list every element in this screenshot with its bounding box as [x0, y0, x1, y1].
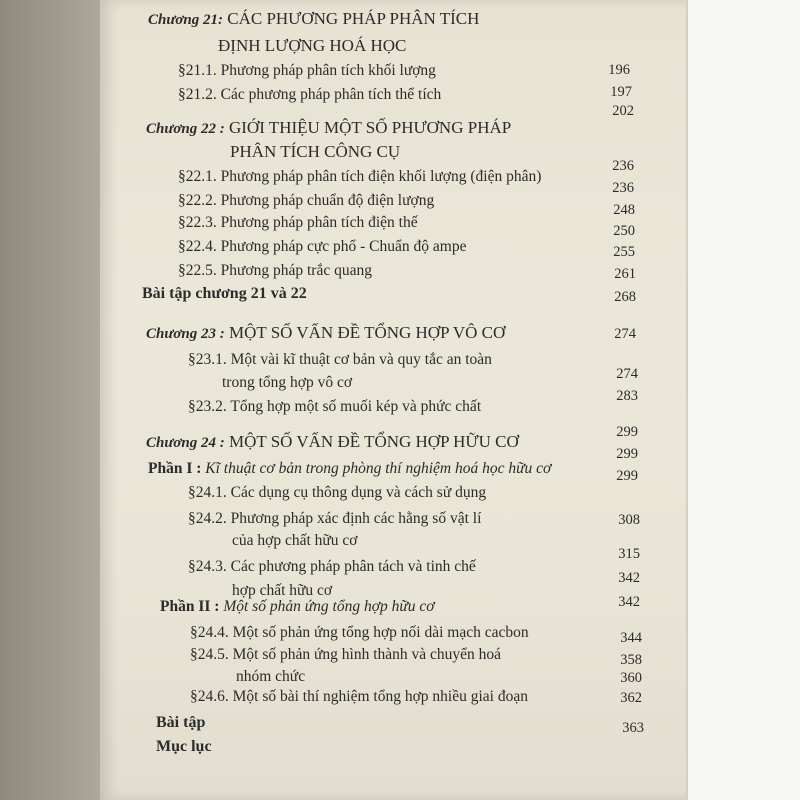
chapter-title: GIỚI THIỆU MỘT SỐ PHƯƠNG PHÁP — [228, 118, 512, 137]
page-number: 315 — [618, 546, 640, 562]
page-number: 261 — [614, 266, 636, 282]
page-number: 342 — [618, 594, 640, 610]
page-number: 299 — [616, 424, 638, 440]
toc-section-24-6: §24.6. Một số bài thí nghiệm tổng hợp nhiều giai đoạn — [190, 688, 528, 705]
toc-exercises: Bài tập — [156, 714, 206, 731]
toc-section-24-3: §24.3. Các phương pháp phân tách và tinh chế — [188, 558, 476, 575]
toc-part-2 — [160, 598, 435, 616]
part-label: Phần I : — [148, 460, 202, 477]
toc-section-23-1: §23.1. Một vài kĩ thuật cơ bản và quy tắc an toàn — [188, 351, 492, 368]
toc-contents: Mục lục — [156, 738, 212, 755]
page-number: 283 — [616, 388, 638, 404]
part-title: Một số phản ứng tổng hợp hữu cơ — [223, 598, 435, 615]
toc-chapter-22-title-cont: PHÂN TÍCH CÔNG CỤ — [230, 142, 401, 161]
chapter-label: Chương 21: — [148, 12, 223, 28]
toc-section-21-2: §21.2. Các phương pháp phân tích thể tích — [178, 86, 442, 103]
page-number: 248 — [613, 202, 635, 218]
toc-section-21-1: §21.1. Phương pháp phân tích khối lượng — [178, 62, 436, 79]
chapter-title: MỘT SỐ VẤN ĐỀ TỔNG HỢP VÔ CƠ — [228, 323, 506, 342]
chapter-label: Chương 23 : — [146, 326, 225, 342]
toc-section-24-1: §24.1. Các dụng cụ thông dụng và cách sử dụng — [188, 484, 487, 501]
page-number: 202 — [612, 103, 634, 119]
page-number: 344 — [620, 630, 642, 646]
page-number: 255 — [613, 244, 635, 260]
toc-section-23-1-cont: trong tổng hợp vô cơ — [222, 374, 353, 391]
toc-section-22-4: §22.4. Phương pháp cực phổ - Chuẩn độ ampe — [178, 238, 467, 255]
toc-section-22-2: §22.2. Phương pháp chuẩn độ điện lượng — [178, 192, 435, 209]
toc-section-23-2: §23.2. Tổng hợp một số muối kép và phức chất — [188, 398, 482, 415]
page-number: 274 — [614, 326, 636, 342]
page-number: 250 — [613, 223, 635, 239]
toc-part-1 — [148, 460, 551, 478]
background-right — [688, 0, 800, 800]
part-label: Phần II : — [160, 598, 220, 615]
page-number: 360 — [620, 670, 642, 686]
toc-chapter-24 — [146, 432, 519, 452]
page-number: 268 — [614, 289, 636, 305]
toc-chapter-21 — [148, 9, 479, 29]
toc-section-24-2: §24.2. Phương pháp xác định các hằng số vật lí — [188, 510, 482, 527]
part-title: Kĩ thuật cơ bản trong phòng thí nghiệm hoá học hữu cơ — [205, 460, 552, 477]
page-number: 342 — [618, 570, 640, 586]
page-number: 308 — [618, 512, 640, 528]
toc-section-24-5-cont: nhóm chức — [236, 668, 306, 685]
toc-chapter-22 — [146, 118, 511, 138]
page-number: 274 — [616, 366, 638, 382]
chapter-label: Chương 22 : — [146, 121, 225, 137]
toc-section-22-3: §22.3. Phương pháp phân tích điện thế — [178, 214, 418, 231]
toc-chapter-23 — [146, 323, 505, 343]
page-number: 299 — [616, 446, 638, 462]
page-number: 196 — [608, 62, 630, 78]
page-number: 299 — [616, 468, 638, 484]
toc-section-24-2-cont: của hợp chất hữu cơ — [232, 532, 358, 549]
chapter-title: CÁC PHƯƠNG PHÁP PHÂN TÍCH — [227, 9, 480, 28]
chapter-label: Chương 24 : — [146, 435, 225, 451]
toc-section-22-1: §22.1. Phương pháp phân tích điện khối lượng (điện phân) — [178, 168, 542, 185]
toc-exercises-21-22: Bài tập chương 21 và 22 — [142, 285, 307, 302]
page-number: 236 — [612, 180, 634, 196]
toc-section-22-5: §22.5. Phương pháp trắc quang — [178, 262, 372, 279]
page-number: 197 — [610, 84, 632, 100]
toc-chapter-21-title-cont: ĐỊNH LƯỢNG HOÁ HỌC — [218, 36, 407, 55]
chapter-title: MỘT SỐ VẤN ĐỀ TỔNG HỢP HỮU CƠ — [228, 432, 519, 451]
page-number: 363 — [622, 720, 644, 736]
toc-section-24-3-cont: hợp chất hữu cơ — [232, 582, 333, 599]
page-number: 362 — [620, 690, 642, 706]
toc-section-24-4: §24.4. Một số phản ứng tổng hợp nối dài mạch cacbon — [190, 624, 529, 641]
toc-section-24-5: §24.5. Một số phản ứng hình thành và chuyển hoá — [190, 646, 502, 663]
page-number: 236 — [612, 158, 634, 174]
page-number: 358 — [620, 652, 642, 668]
